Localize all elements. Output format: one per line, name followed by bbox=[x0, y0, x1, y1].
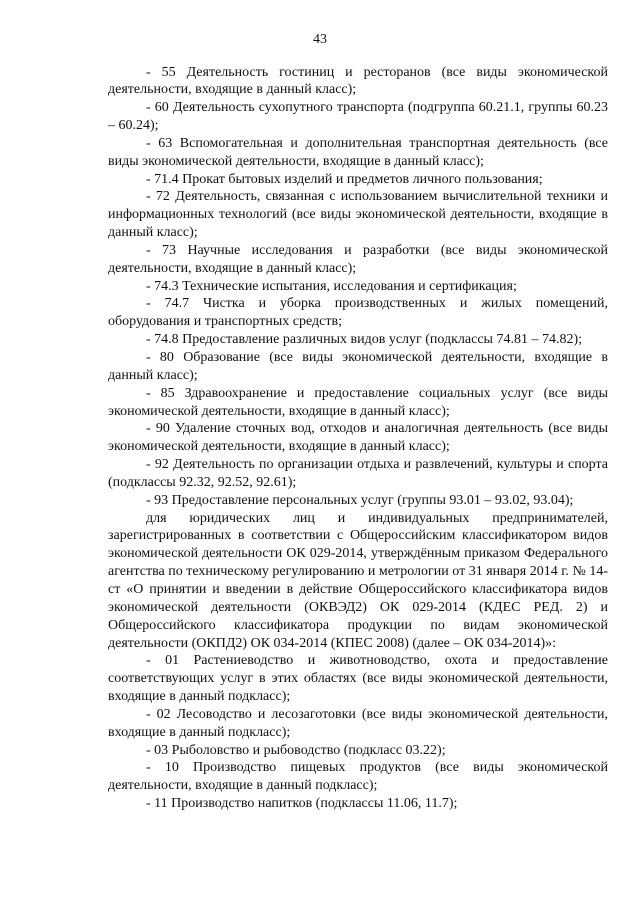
list-item-92: - 92 Деятельность по организации отдыха и развлечений, культуры и спорта (подклассы 92.32, 92.52, 92.61); bbox=[108, 457, 608, 490]
list-item-63: - 63 Вспомогательная и дополнительная транспортная деятельность (все виды экономической деятельности, входящие в данный класс); bbox=[108, 135, 608, 169]
list-item-71-4: - 71.4 Прокат бытовых изделий и предметов личного пользования; bbox=[146, 171, 543, 187]
list-item-93: - 93 Предоставление персональных услуг (группы 93.01 – 93.02, 93.04); bbox=[146, 492, 574, 508]
list-item-10: - 10 Производство пищевых продуктов (все виды экономической деятельности, входящие в данный подкласс); bbox=[108, 760, 608, 794]
list-item-85: - 85 Здравоохранение и предоставление социальных услуг (все виды экономической деятельности, входящие в данный класс); bbox=[108, 385, 608, 419]
list-item-11: - 11 Производство напитков (подклассы 11.06, 11.7); bbox=[146, 796, 458, 812]
list-item-74-3: - 74.3 Технические испытания, исследования и сертификация; bbox=[146, 278, 517, 294]
list-item-55: - 55 Деятельность гостиниц и ресторанов (все виды экономической деятельности, входящие в данный класс); bbox=[108, 64, 608, 98]
page-number: 43 bbox=[313, 32, 327, 47]
list-item-74-8: - 74.8 Предоставление различных видов услуг (подклассы 74.81 – 74.82); bbox=[146, 332, 583, 348]
document-body bbox=[108, 64, 608, 813]
list-item-74-7: - 74.7 Чистка и уборка производственных и жилых помещений, оборудования и транспортных средств; bbox=[108, 296, 608, 330]
list-item-01: - 01 Растениеводство и животноводство, охота и предоставление соответствующих услуг в этих областях (все виды экономической деятельности, входящие в данный подкласс); bbox=[108, 653, 608, 705]
list-item-73: - 73 Научные исследования и разработки (все виды экономической деятельности, входящие в данный класс); bbox=[108, 242, 608, 276]
list-item-90: - 90 Удаление сточных вод, отходов и аналогичная деятельность (все виды экономической деятельности, входящие в данный класс); bbox=[108, 421, 608, 455]
list-item-72: - 72 Деятельность, связанная с использованием вычислительной техники и информационных технологий (все виды экономической деятельности, входящие в данный класс); bbox=[108, 189, 608, 241]
paragraph-okved2-reference: для юридических лиц и индивидуальных предпринимателей, зарегистрированных в соответствии с Общероссийским классификатором видов экономической деятельности ОК 029-2014, утверждённым приказом Федерального агентства по техническому регулированию и метрологии от 31 января 2014 г. № 14-ст «О принятии и введении в действие Общероссийского классификатора видов экономической деятельности (ОКВЭД2) ОК 029-2014 (КДЕС РЕД. 2) и Общероссийского классификатора продукции по видам экономической деятельности (ОКПД2) ОК 034-2014 (КПЕС 2008) (далее – ОК 034-2014)»: bbox=[108, 510, 608, 651]
list-item-60: - 60 Деятельность сухопутного транспорта (подгруппа 60.21.1, группы 60.23 – 60.24); bbox=[108, 100, 608, 134]
list-item-80: - 80 Образование (все виды экономической деятельности, входящие в данный класс); bbox=[108, 350, 608, 383]
list-item-03: - 03 Рыболовство и рыбоводство (подкласс 03.22); bbox=[146, 742, 446, 758]
list-item-02: - 02 Лесоводство и лесозаготовки (все виды экономической деятельности, входящие в данный подкласс); bbox=[108, 706, 608, 740]
